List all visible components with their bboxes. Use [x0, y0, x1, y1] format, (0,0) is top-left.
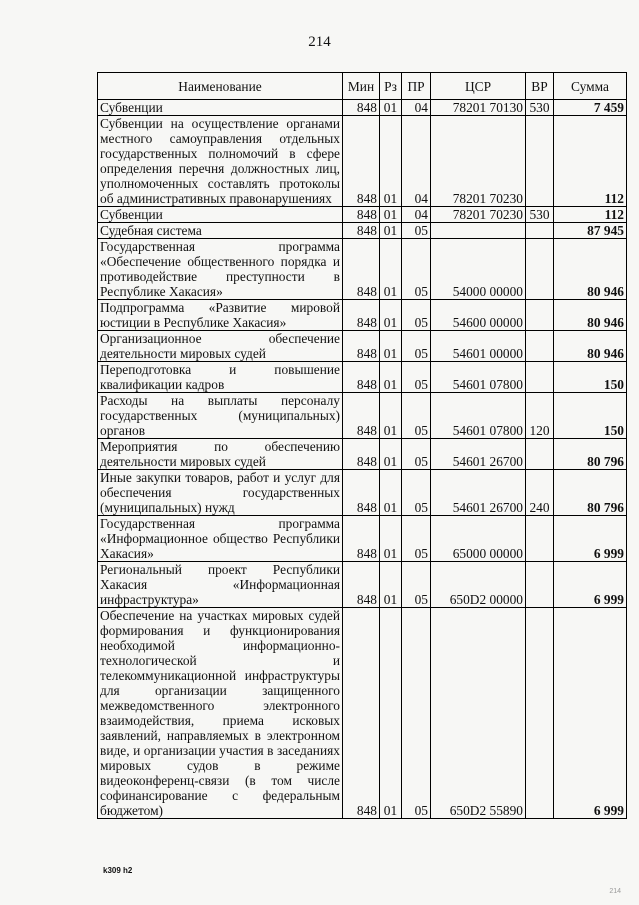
row-csr: 650D2 55890	[431, 608, 526, 819]
row-sum: 150	[554, 393, 627, 439]
table-row	[98, 439, 627, 470]
row-csr: 54601 07800	[431, 362, 526, 393]
row-rz: 01	[380, 562, 402, 608]
row-sum: 6 999	[554, 608, 627, 819]
row-pr: 05	[402, 608, 431, 819]
column-header-min: Мин	[343, 73, 380, 100]
footer-code: k309 h2	[103, 866, 133, 875]
row-csr: 54601 26700	[431, 439, 526, 470]
row-name: Иные закупки товаров, работ и услуг для обеспечения государственных (муниципальных) нужд	[98, 470, 343, 516]
row-vr	[526, 516, 554, 562]
row-pr: 05	[402, 439, 431, 470]
row-name: Подпрограмма «Развитие мировой юстиции в Республике Хакасия»	[98, 300, 343, 331]
table-row	[98, 116, 627, 207]
row-pr: 05	[402, 331, 431, 362]
row-min: 848	[343, 516, 380, 562]
table-row	[98, 362, 627, 393]
row-pr: 05	[402, 300, 431, 331]
row-sum: 87 945	[554, 223, 627, 239]
row-csr: 65000 00000	[431, 516, 526, 562]
row-vr	[526, 300, 554, 331]
row-rz: 01	[380, 331, 402, 362]
row-vr	[526, 439, 554, 470]
row-min: 848	[343, 116, 380, 207]
column-header-csr: ЦСР	[431, 73, 526, 100]
row-name: Государственная программа «Обеспечение общественного порядка и противодействие преступности в Республике Хакасия»	[98, 239, 343, 300]
table-row	[98, 393, 627, 439]
row-rz: 01	[380, 100, 402, 116]
column-header-pr: ПР	[402, 73, 431, 100]
row-min: 848	[343, 362, 380, 393]
row-vr	[526, 331, 554, 362]
row-csr: 54601 00000	[431, 331, 526, 362]
row-sum: 7 459	[554, 100, 627, 116]
budget-table	[97, 72, 627, 819]
row-pr: 04	[402, 100, 431, 116]
row-sum: 112	[554, 116, 627, 207]
row-csr: 54600 00000	[431, 300, 526, 331]
column-header-name: Наименование	[98, 73, 343, 100]
row-min: 848	[343, 331, 380, 362]
row-name: Государственная программа «Информационное общество Республики Хакасия»	[98, 516, 343, 562]
row-vr	[526, 239, 554, 300]
row-rz: 01	[380, 516, 402, 562]
row-rz: 01	[380, 116, 402, 207]
row-sum: 80 946	[554, 300, 627, 331]
row-pr: 05	[402, 470, 431, 516]
column-header-rz: Рз	[380, 73, 402, 100]
table-row	[98, 300, 627, 331]
row-vr: 120	[526, 393, 554, 439]
row-rz: 01	[380, 439, 402, 470]
row-sum: 6 999	[554, 516, 627, 562]
row-rz: 01	[380, 362, 402, 393]
page-number: 214	[308, 34, 331, 50]
row-csr: 54000 00000	[431, 239, 526, 300]
row-min: 848	[343, 300, 380, 331]
row-csr	[431, 223, 526, 239]
row-rz: 01	[380, 300, 402, 331]
row-pr: 05	[402, 239, 431, 300]
row-rz: 01	[380, 608, 402, 819]
row-csr: 78201 70230	[431, 116, 526, 207]
row-csr: 78201 70130	[431, 100, 526, 116]
row-name: Субвенции	[98, 100, 343, 116]
row-pr: 05	[402, 223, 431, 239]
row-vr	[526, 362, 554, 393]
row-rz: 01	[380, 393, 402, 439]
row-sum: 80 796	[554, 439, 627, 470]
row-pr: 05	[402, 516, 431, 562]
row-name: Субвенции на осуществление органами местного самоуправления отдельных государственных полномочий в сфере определения перечня должностных лиц, уполномоченных составлять протоколы об административных правонарушениях	[98, 116, 343, 207]
row-name: Организационное обеспечение деятельности мировых судей	[98, 331, 343, 362]
corner-mark: 214	[609, 888, 621, 895]
row-sum: 80 796	[554, 470, 627, 516]
row-name: Региональный проект Республики Хакасия «Информационная инфраструктура»	[98, 562, 343, 608]
row-min: 848	[343, 393, 380, 439]
table-row	[98, 100, 627, 116]
row-pr: 05	[402, 562, 431, 608]
row-csr: 78201 70230	[431, 207, 526, 223]
row-min: 848	[343, 239, 380, 300]
row-vr	[526, 116, 554, 207]
row-csr: 54601 07800	[431, 393, 526, 439]
row-vr	[526, 223, 554, 239]
row-sum: 112	[554, 207, 627, 223]
row-vr: 240	[526, 470, 554, 516]
row-name: Субвенции	[98, 207, 343, 223]
row-sum: 6 999	[554, 562, 627, 608]
row-rz: 01	[380, 223, 402, 239]
row-pr: 05	[402, 362, 431, 393]
row-name: Расходы на выплаты персоналу государственных (муниципальных) органов	[98, 393, 343, 439]
row-name: Судебная система	[98, 223, 343, 239]
row-vr: 530	[526, 207, 554, 223]
table-row	[98, 608, 627, 819]
table-row	[98, 223, 627, 239]
row-min: 848	[343, 562, 380, 608]
row-sum: 80 946	[554, 239, 627, 300]
row-vr: 530	[526, 100, 554, 116]
row-rz: 01	[380, 470, 402, 516]
row-min: 848	[343, 223, 380, 239]
column-header-vr: ВР	[526, 73, 554, 100]
row-csr: 54601 26700	[431, 470, 526, 516]
table-row	[98, 516, 627, 562]
row-pr: 04	[402, 207, 431, 223]
table-header-row	[98, 73, 627, 100]
row-min: 848	[343, 100, 380, 116]
table-row	[98, 207, 627, 223]
row-sum: 150	[554, 362, 627, 393]
row-min: 848	[343, 207, 380, 223]
table-row	[98, 331, 627, 362]
row-name: Мероприятия по обеспечению деятельности мировых судей	[98, 439, 343, 470]
row-rz: 01	[380, 207, 402, 223]
row-csr: 650D2 00000	[431, 562, 526, 608]
table-row	[98, 562, 627, 608]
column-header-sum: Сумма	[554, 73, 627, 100]
row-sum: 80 946	[554, 331, 627, 362]
row-pr: 05	[402, 393, 431, 439]
row-vr	[526, 608, 554, 819]
row-min: 848	[343, 439, 380, 470]
row-name: Переподготовка и повышение квалификации кадров	[98, 362, 343, 393]
row-pr: 04	[402, 116, 431, 207]
row-vr	[526, 562, 554, 608]
table-row	[98, 470, 627, 516]
row-min: 848	[343, 470, 380, 516]
row-rz: 01	[380, 239, 402, 300]
table-row	[98, 239, 627, 300]
row-name: Обеспечение на участках мировых судей формирования и функционирования необходимой информационно-технологической и телекоммуникационной инфраструктуры для организации защищенного межведомственного электронного взаимодействия, приема исковых заявлений, направляемых в электронном виде, и организации участия в заседаниях мировых судов в режиме видеоконференц-связи (в том числе софинансирование с федеральным бюджетом)	[98, 608, 343, 819]
row-min: 848	[343, 608, 380, 819]
